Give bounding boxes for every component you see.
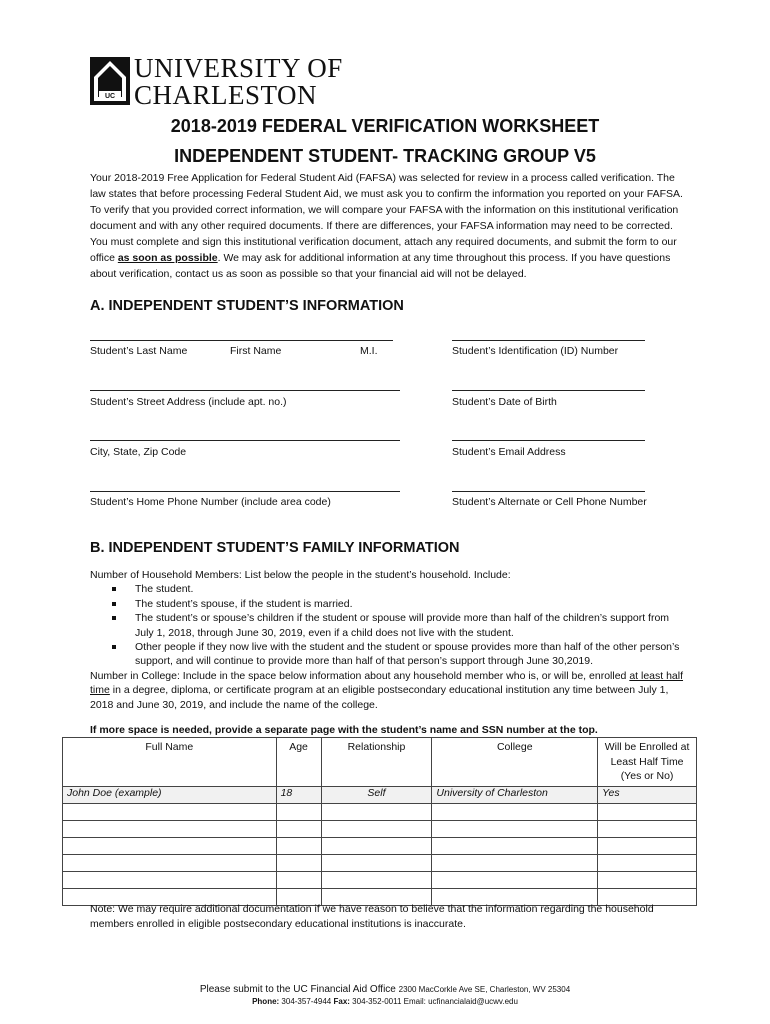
footer-contact: Phone: 304-357-4944 Fax: 304-352-0011 Email: ucfinancialaid@ucwv.edu — [252, 997, 518, 1006]
example-relationship: Self — [321, 787, 432, 804]
example-age: 18 — [276, 787, 321, 804]
name-field-line[interactable] — [90, 340, 393, 341]
city-field-line[interactable] — [90, 440, 400, 441]
footer-email: ucfinancialaid@ucwv.edu — [428, 997, 518, 1006]
space-note: If more space is needed, provide a separate page with the student’s name and SSN number at the top. — [90, 724, 598, 736]
col-full-name: Full Name — [63, 738, 277, 787]
section-a-heading: A. INDEPENDENT STUDENT’S INFORMATION — [90, 298, 404, 314]
section-b-heading: B. INDEPENDENT STUDENT’S FAMILY INFORMATION — [90, 540, 460, 556]
household-bullets — [90, 582, 690, 668]
table-row[interactable] — [63, 872, 697, 889]
footer-submit: Please submit to the UC Financial Aid Office 2300 MacCorkle Ave SE, Charleston, WV 25304 — [199, 984, 571, 995]
alt-phone-label: Student’s Alternate or Cell Phone Number — [452, 496, 647, 508]
page-title: 2018-2019 FEDERAL VERIFICATION WORKSHEET — [170, 116, 600, 136]
table-row[interactable] — [63, 804, 697, 821]
first-name-label: First Name — [230, 345, 282, 357]
table-row[interactable] — [63, 838, 697, 855]
street-label: Student’s Street Address (include apt. no.) — [90, 396, 287, 408]
home-phone-field-line[interactable] — [90, 491, 400, 492]
city-label: City, State, Zip Code — [90, 446, 187, 458]
university-name-line2: CHARLESTON — [134, 80, 318, 110]
note-paragraph: Note: We may require additional documentation if we have reason to believe that the information regarding the household members enrolled in eligible postsecondary educational institutions is inaccurate. — [90, 903, 654, 930]
bullet-item: The student’s or spouse’s children if the student or spouse will provide more than half of the children’s support from July 1, 2018, through June 30, 2019, even if a child does not live with the student. — [90, 611, 690, 640]
last-name-label: Student’s Last Name — [90, 345, 188, 357]
id-number-label: Student’s Identification (ID) Number — [452, 345, 619, 357]
table-row[interactable] — [63, 855, 697, 872]
col-age: Age — [276, 738, 321, 787]
dob-field-line[interactable] — [452, 390, 645, 391]
street-field-line[interactable] — [90, 390, 400, 391]
id-field-line[interactable] — [452, 340, 645, 341]
bullet-item: Other people if they now live with the student and the student or spouse provides more than half of the other person’s support, and will continue to provide more than half of that person’s support through June 30,2019. — [90, 640, 690, 669]
alt-phone-field-line[interactable] — [452, 491, 645, 492]
bullet-item: The student. — [90, 582, 690, 596]
intro-emphasis: as soon as possible — [117, 252, 218, 264]
mi-label: M.I. — [360, 345, 378, 357]
example-college: University of Charleston — [432, 787, 598, 804]
household-college-table — [62, 737, 697, 906]
intro-paragraph: Your 2018-2019 Free Application for Federal Student Aid (FAFSA) was selected for review in a process called verification. The law states that before processing Federal Student Aid, we must ask you to confirm the information you reported on your FAFSA. To verify that you provided correct information, we will compare your FAFSA with the information on this institutional verification document and with any other required documents. If there are differences, your FAFSA information may need to be corrected. You must complete and sign this institutional verification document, attach any required documents, and submit the form to our office as soon as possible. We may ask for additional information at any time throughout this process. If you have questions about verification, contact us as soon as possible so that your financial aid will not be delayed. — [90, 172, 683, 280]
example-name: John Doe (example) — [63, 787, 277, 804]
home-phone-label: Student’s Home Phone Number (include area code) — [90, 496, 331, 508]
table-header-row — [63, 738, 697, 787]
col-relationship: Relationship — [321, 738, 432, 787]
page-subtitle: INDEPENDENT STUDENT- TRACKING GROUP V5 — [174, 146, 596, 166]
email-label: Student’s Email Address — [452, 446, 566, 458]
col-enrolled: Will be Enrolled at Least Half Time (Yes or No) — [598, 738, 697, 787]
bullet-item: The student’s spouse, if the student is married. — [90, 597, 690, 611]
college-paragraph: Number in College: Include in the space below information about any household member who is, or will be, enrolled at least half time in a degree, diploma, or certificate program at an eligible postsecondary educational institution any time between July 1, 2018 and June 30, 2019, and include the name of the college. — [90, 669, 684, 711]
university-logo — [90, 57, 130, 105]
email-field-line[interactable] — [452, 440, 645, 441]
example-enrolled: Yes — [598, 787, 697, 804]
household-block — [90, 568, 690, 712]
university-name-line1: UNIVERSITY OF — [134, 53, 343, 83]
logo-badge: UC — [104, 93, 116, 100]
dob-label: Student’s Date of Birth — [452, 396, 557, 408]
table-row-example — [63, 787, 697, 804]
household-intro: Number of Household Members: List below the people in the student’s household. Include: — [90, 569, 511, 581]
col-college: College — [432, 738, 598, 787]
table-row[interactable] — [63, 821, 697, 838]
